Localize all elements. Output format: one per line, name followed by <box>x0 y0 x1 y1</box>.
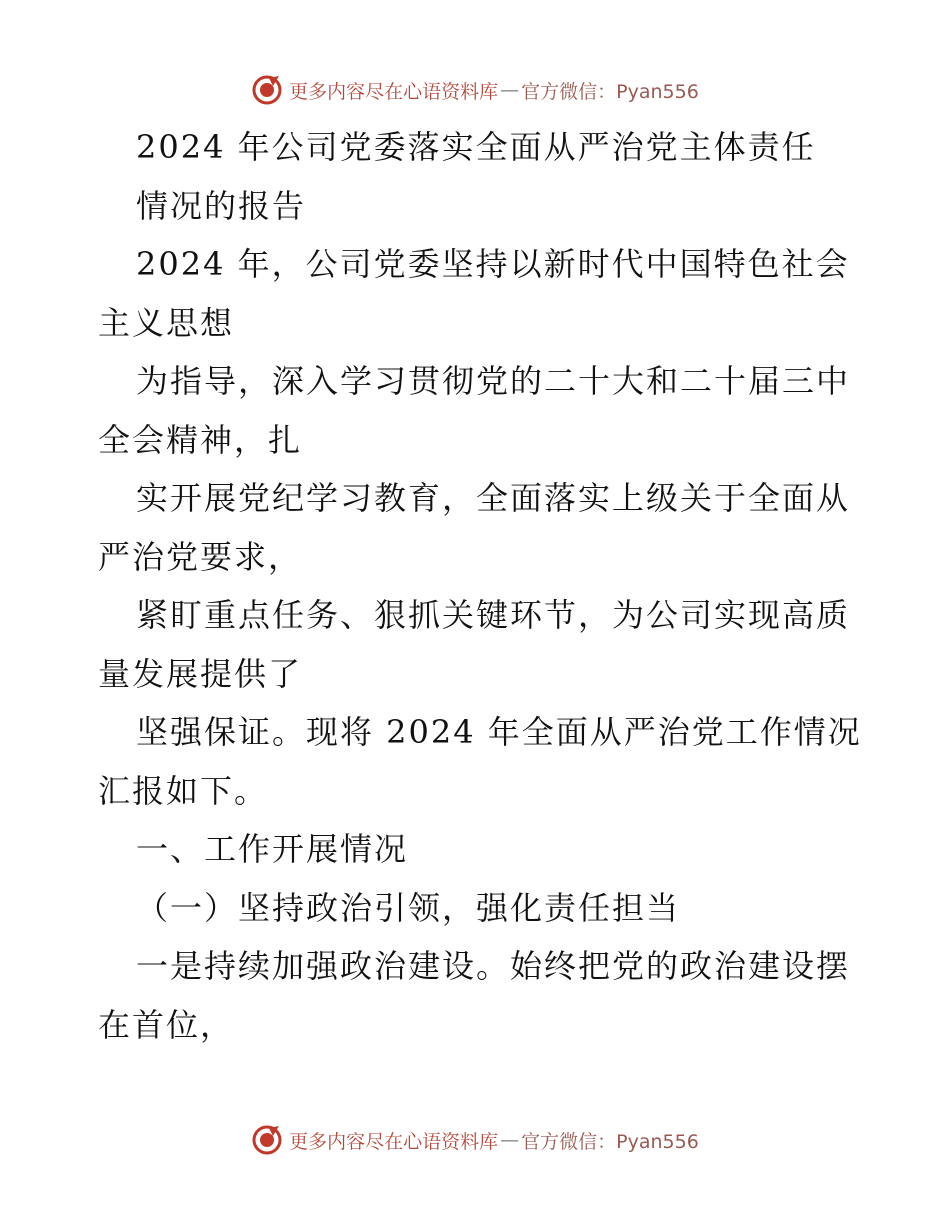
document-line: 紧盯重点任务、狠抓关键环节，为公司实现高质 <box>136 596 851 634</box>
watermark-separator: — <box>500 79 520 101</box>
section-heading: 一、工作开展情况 <box>136 830 409 868</box>
document-line: 2024 年公司党委落实全面从严治党主体责任 <box>136 128 816 166</box>
watermark-tail: 官方微信：Pyan556 <box>521 1130 699 1153</box>
watermark-text: 更多内容尽在心语资料库 <box>289 80 499 103</box>
document-line: 为指导，深入学习贯彻党的二十大和二十届三中 <box>136 362 851 400</box>
document-line: 坚强保证。现将 2024 年全面从严治党工作情况 <box>136 713 862 751</box>
watermark-text: 更多内容尽在心语资料库 <box>289 1130 499 1153</box>
document-body <box>98 118 862 1054</box>
document-line: 在首位， <box>98 1005 235 1044</box>
document-line: 严治党要求， <box>98 537 303 576</box>
subsection-heading: （一）坚持政治引领，强化责任担当 <box>136 888 681 927</box>
quill-seal-icon <box>251 74 283 106</box>
document-line: 实开展党纪学习教育，全面落实上级关于全面从 <box>136 479 851 517</box>
document-line: 全会精神，扎 <box>98 420 303 459</box>
document-line: 情况的报告 <box>136 186 307 225</box>
quill-seal-icon <box>251 1124 283 1156</box>
watermark-tail: 官方微信：Pyan556 <box>521 80 699 103</box>
watermark-footer <box>0 1120 950 1160</box>
document-line: 量发展提供了 <box>98 654 303 693</box>
watermark-separator: — <box>500 1129 520 1151</box>
document-line: 汇报如下。 <box>98 771 269 810</box>
document-line: 主义思想 <box>98 303 235 342</box>
document-line: 2024 年，公司党委坚持以新时代中国特色社会 <box>136 245 850 283</box>
document-line: 一是持续加强政治建设。始终把党的政治建设摆 <box>136 947 851 985</box>
watermark-header <box>0 70 950 110</box>
